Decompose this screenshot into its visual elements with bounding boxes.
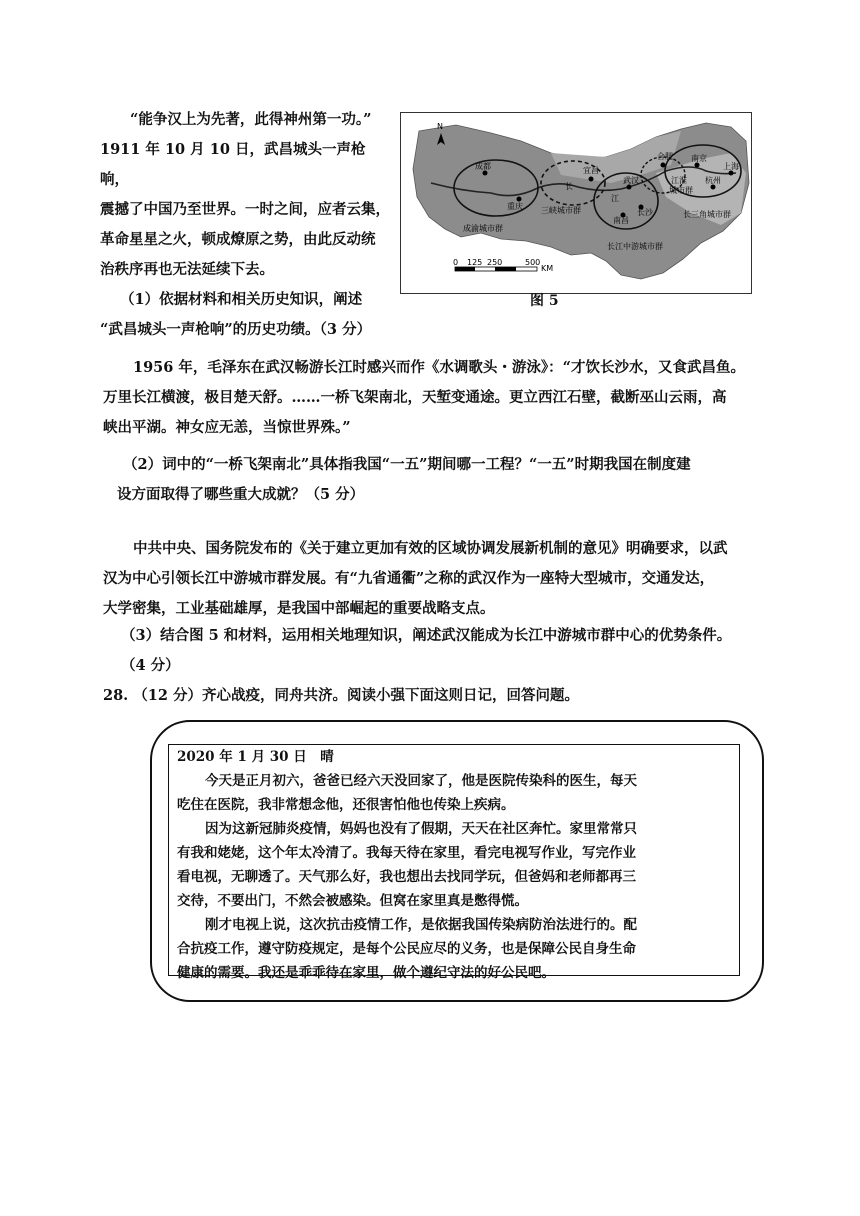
material-1-line: “能争汉上为先著，此得神州第一功。” bbox=[130, 111, 372, 128]
question-3-line: （3）结合图 5 和材料，运用相关地理知识，阐述武汉能成为长江中游城市群中心的优势条件。 bbox=[121, 627, 732, 644]
map-label-jiang: 江 bbox=[611, 194, 619, 203]
map-label-sanxia: 三峡城市群 bbox=[541, 206, 581, 215]
map-label-yichang: 宜昌 bbox=[583, 166, 599, 175]
map-graphic bbox=[401, 113, 751, 293]
material-3-line: 大学密集，工业基础雄厚，是我国中部崛起的重要战略支点。 bbox=[103, 600, 495, 617]
diary-line: 看电视，无聊透了。天气那么好，我也想出去找同学玩，但爸妈和老师都再三 bbox=[177, 869, 636, 885]
diary-line: 交待，不要出门，不然会被感染。但窝在家里真是憋得慌。 bbox=[177, 893, 528, 909]
map-label-hangzhou: 杭州 bbox=[705, 176, 721, 185]
question-2-line: 设方面取得了哪些重大成就？（5 分） bbox=[117, 486, 365, 503]
question-3 bbox=[103, 621, 773, 681]
map-label-chengshiqun: 城市群 bbox=[669, 186, 693, 195]
map-label-chengdu: 成都 bbox=[475, 162, 491, 171]
question-1-line: “武昌城头一声枪响”的历史功绩。（3 分） bbox=[100, 321, 372, 338]
diary-line: 健康的需要。我还是乖乖待在家里，做个遵纪守法的好公民吧。 bbox=[177, 965, 555, 981]
scale-km: KM bbox=[541, 264, 554, 273]
diary-box bbox=[168, 744, 740, 981]
map-label-changsha: 长沙 bbox=[637, 208, 653, 217]
yangtze-city-clusters-map bbox=[400, 112, 752, 294]
map-label-hefei: 合肥 bbox=[657, 152, 673, 161]
material-3-line: 汉为中心引领长江中游城市群发展。有“九省通衢”之称的武汉作为一座特大型城市，交通发达， bbox=[103, 570, 715, 587]
material-2 bbox=[103, 353, 763, 443]
question-1-line: （1）依据材料和相关历史知识，阐述 bbox=[120, 291, 363, 308]
material-3-line: 中共中央、国务院发布的《关于建立更加有效的区域协调发展新机制的意见》明确要求，以武 bbox=[133, 540, 728, 557]
map-label-nanchang: 南昌 bbox=[613, 216, 629, 225]
material-2-line: 万里长江横渡，极目楚天舒。……一桥飞架南北，天堑变通途。更立西江石壁，截断巫山云雨，高 bbox=[103, 389, 727, 406]
diary-line: 吃住在医院，我非常想念他，还很害怕他也传染上疾病。 bbox=[177, 797, 515, 813]
scale-500: 500 bbox=[525, 258, 541, 267]
scale-0: 0 bbox=[453, 258, 459, 267]
map-label-chengyu: 成渝城市群 bbox=[463, 224, 503, 233]
scale-250: 250 bbox=[487, 258, 503, 267]
diary-line: 有我和姥姥，这个年太冷清了。我每天待在家里，看完电视写作业，写完作业 bbox=[177, 845, 636, 861]
material-1-line: 革命星星之火，顿成燎原之势，由此反动统 bbox=[100, 231, 376, 248]
map-label-jianghuai: 江淮 bbox=[671, 176, 687, 185]
diary-line: 刚才电视上说，这次抗击疫情工作，是依据我国传染病防治法进行的。配 bbox=[205, 917, 637, 933]
question-2-line: （2）词中的“一桥飞架南北”具体指我国“一五”期间哪一工程？“一五”时期我国在制度建 bbox=[123, 456, 691, 473]
diary-line: 今天是正月初六，爸爸已经六天没回家了，他是医院传染科的医生，每天 bbox=[205, 773, 637, 789]
map-label-chang: 长 bbox=[565, 182, 573, 191]
diary-line: 合抗疫工作，遵守防疫规定，是每个公民应尽的义务，也是保障公民自身生命 bbox=[177, 941, 636, 957]
diary-line: 因为这新冠肺炎疫情，妈妈也没有了假期，天天在社区奔忙。家里常常只 bbox=[205, 821, 637, 837]
map-label-wuhan: 武汉 bbox=[623, 176, 639, 185]
map-label-nanjing: 南京 bbox=[691, 154, 707, 163]
material-1 bbox=[100, 105, 392, 345]
map-label-sanjiaozhou: 长三角城市群 bbox=[683, 210, 731, 219]
scale-125: 125 bbox=[467, 258, 483, 267]
material-3 bbox=[103, 534, 763, 624]
question-28-title: 28. （12 分）齐心战疫，同舟共济。阅读小强下面这则日记，回答问题。 bbox=[103, 687, 579, 704]
material-1-line: 1911 年 10 月 10 日，武昌城头一声枪响， bbox=[100, 141, 366, 188]
map-label-shanghai: 上海 bbox=[723, 162, 739, 171]
material-1-line: 震撼了中国乃至世界。一时之间，应者云集， bbox=[100, 201, 390, 218]
material-1-line: 治秩序再也无法延续下去。 bbox=[100, 261, 274, 278]
figure-label: 图 5 bbox=[530, 293, 559, 309]
material-2-line: 峡出平湖。神女应无恙，当惊世界殊。” bbox=[103, 419, 351, 436]
map-label-changjiang-zhongyou: 长江中游城市群 bbox=[607, 242, 663, 251]
question-2 bbox=[103, 450, 763, 510]
material-2-line: 1956 年，毛泽东在武汉畅游长江时感兴而作《水调歌头・游泳》：“才饮长沙水，又食武昌鱼。 bbox=[133, 359, 745, 376]
question-3-line: （4 分） bbox=[121, 657, 180, 674]
north-label: N bbox=[437, 122, 443, 131]
map-label-chongqing: 重庆 bbox=[507, 202, 523, 211]
diary-header: 2020 年 1 月 30 日 晴 bbox=[177, 749, 334, 765]
